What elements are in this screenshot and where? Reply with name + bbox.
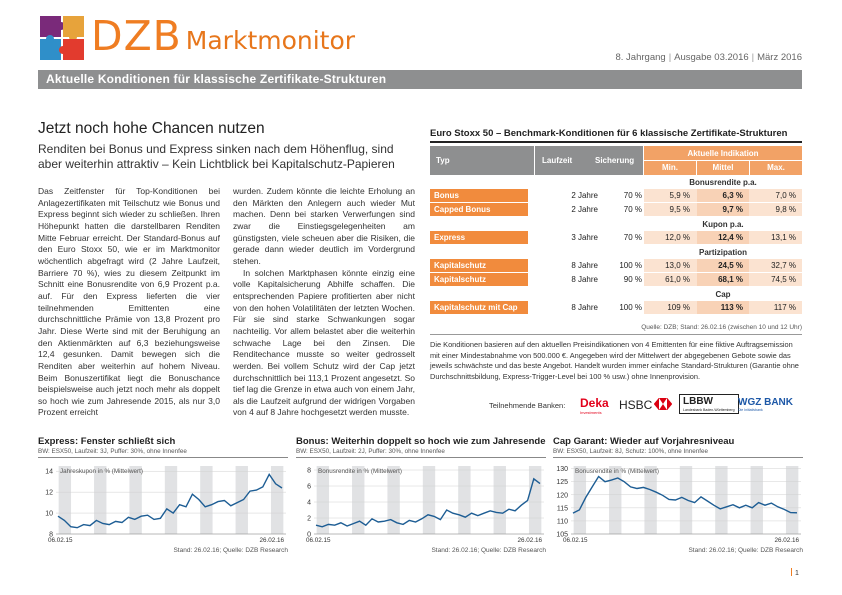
banks-label: Teilnehmende Banken: [489, 401, 566, 410]
hsbc-hexagon-icon [654, 398, 672, 410]
edition-date: März 2016 [757, 52, 802, 63]
x-tick-label: 06.02.15 [48, 537, 73, 544]
row-name: Kapitalschutz [430, 259, 528, 272]
y-tick-label: 12 [45, 489, 53, 497]
month-band [59, 466, 71, 534]
month-band [715, 466, 727, 534]
chart-bonus [296, 436, 546, 558]
month-band [387, 466, 399, 534]
month-band [644, 466, 656, 534]
chart-subtitle: BW: ESX50, Laufzeit: 2J, Puffer: 30%, ohne Innenfee [296, 448, 445, 455]
y-tick-label: 2 [307, 515, 311, 523]
edition-info: 8. Jahrgang | Ausgabe 03.2016 | März 2016 [615, 52, 802, 63]
page-number: 1 [791, 568, 799, 577]
article-lead: Renditen bei Bonus und Express sinken nach dem Höhenflug, sind aber weiterhin attraktiv – Kein Lichtblick bei Kapitalschutz-Papieren [38, 142, 395, 171]
edition-ausgabe: Ausgabe 03.2016 [674, 52, 749, 63]
article-paragraph: wurden. Zudem könnte die leichte Erholung an den Märkten den Anlegern auch wieder Mut machen. Denn bei starken Verwerfungen sind zwar die Einstiegsgelegenheiten am günstigsten, viele scheuen aber die Risiken, die gerade dann wieder deutlich im Vordergrund stehen. [233, 186, 415, 266]
header-typ: Typ [436, 156, 450, 165]
edition-jahrgang: 8. Jahrgang [615, 52, 666, 63]
x-tick-label: 26.02.16 [517, 537, 542, 544]
table-header [430, 146, 802, 175]
table-row: Kapitalschutz mit Cap 8 Jahre 100 % 109 % 113 % 117 % [430, 301, 802, 315]
row-name: Kapitalschutz [430, 273, 528, 286]
y-axis-label: Bonusrendite in % (Mittelwert) [575, 468, 659, 475]
table-divider [430, 334, 802, 335]
x-tick-label: 06.02.15 [306, 537, 331, 544]
y-tick-label: 105 [556, 531, 568, 539]
y-tick-label: 4 [307, 499, 311, 507]
chart-cap-garant [553, 436, 803, 558]
y-tick-label: 110 [556, 518, 568, 526]
month-band [200, 466, 212, 534]
month-band [609, 466, 621, 534]
table-rule [430, 141, 802, 143]
x-tick-label: 06.02.15 [563, 537, 588, 544]
article-paragraph: Das Zeitfenster für Top-Konditionen bei Anlagezertifikaten mit Teilschutz wie Bonus und Express beginnt sich wieder zu schließen. Ihren Höhepunkt hatten die darstellbaren Renditen Mitte Februar erreicht. Der Standard-Bonus auf den Euro Stoxx 50, wie er im Marktmonitor wöchentlich abgefragt wird (2 Jahre Laufzeit, Barriere 70 %), wies zu diesem Zeitpunkt im Schnitt eine Bonusrendite von 6,9 Prozent p.a. auf. Für den Express lieferten die vier teilnehmenden Emittenten eine durchschnittliche Prämie von 13,8 Prozent pro Jahr. Diese Werte sind mit der Beruhigung an den Aktienmärkten auf 6,3 beziehungsweise 12,4 gesunken. Damit bewegen sich die Renditen aber weiterhin auf hohem Niveau. Beim Bonuszertifikat liegt die Bonuschance beispielsweise auch jetzt noch mehr als doppelt so hoch wie zum Jahresende 2015, als nur 3,0 Prozent erreicht [38, 186, 220, 418]
chart-title: Cap Garant: Wieder auf Vorjahresniveau [553, 436, 735, 447]
header-sicherung: Sicherung [595, 156, 635, 165]
y-axis-label: Jahreskupon in % (Mittelwert) [60, 468, 143, 475]
hsbc-logo: HSBC [619, 398, 653, 412]
header-aktuelle-indikation: Aktuelle Indikation [687, 149, 759, 158]
lbbw-logo: LBBW Landesbank Baden-Württemberg [679, 394, 739, 414]
month-band [423, 466, 435, 534]
subtitle-bar: Aktuelle Konditionen für klassische Zertifikate-Strukturen [38, 70, 802, 89]
header-mittel: Mittel [712, 163, 734, 172]
table-row: Express 3 Jahre 70 % 12,0 % 12,4 % 13,1 % [430, 231, 802, 245]
chart-express [38, 436, 288, 558]
y-tick-label: 120 [556, 492, 568, 500]
y-tick-label: 14 [45, 468, 53, 476]
chart-stand: Stand: 26.02.16; Quelle: DZB Research [173, 547, 288, 554]
group-bonusrendite: Bonusrendite p.a. [689, 178, 757, 187]
brand-dzb: DZB [91, 12, 182, 60]
chart-subtitle: BW: ESX50, Laufzeit: 8J, Schutz: 100%, ohne Innenfee [553, 448, 708, 455]
table-source: Quelle: DZB; Stand: 26.02.16 (zwischen 10 und 12 Uhr) [641, 324, 802, 331]
y-tick-label: 0 [307, 531, 311, 539]
table-note: Die Konditionen basieren auf den aktuellen Preisindikationen von 4 Emittenten für eine fiktive Auftragsemission mit einer Mindestabnahme von 500.000 €. Angegeben wird der Mittelwert der abgegebenen Gebote sowie das jeweils schwächste und das beste Angebot. Handelt wurden immer einfache Standard-Strukturen (Garantie ohne Durchschnittsbildung, Express-Trigger-Level bei 100 % usw.) ohne Innenprovision. [430, 340, 799, 381]
month-band [751, 466, 763, 534]
group-cap: Cap [715, 290, 731, 299]
wgz-bank-logo: WGZ BANK Die Initiativbank [738, 397, 793, 412]
article-column-1 [38, 186, 220, 419]
month-band [317, 466, 329, 534]
article-column-2 [233, 186, 415, 419]
article-headline: Jetzt noch hohe Chancen nutzen [38, 120, 265, 137]
y-axis-label: Bonusrendite in % (Mittelwert) [318, 468, 402, 475]
header-max: Max. [767, 163, 785, 172]
brand-title [91, 14, 355, 58]
chart-stand: Stand: 26.02.16; Quelle: DZB Research [688, 547, 803, 554]
row-name: Bonus [430, 189, 528, 202]
y-tick-label: 130 [556, 466, 568, 474]
y-tick-label: 115 [556, 505, 568, 513]
table-row: Kapitalschutz 8 Jahre 90 % 61,0 % 68,1 % 74,5 % [430, 273, 802, 287]
brand-marktmonitor: Marktmonitor [185, 26, 356, 55]
group-partizipation: Partizipation [698, 248, 747, 257]
table-row: Capped Bonus 2 Jahre 70 % 9,5 % 9,7 % 9,8 % [430, 203, 802, 217]
group-kupon: Kupon p.a. [702, 220, 744, 229]
deka-logo: Deka Investments [580, 396, 609, 415]
chart-plot [296, 460, 546, 548]
article-paragraph: In solchen Marktphasen könnte einzig eine volle Kapitalsicherung Abhilfe schaffen. Die entsprechenden Papiere profitierten aber nicht von den hohen Volatilitäten der letzten Wochen. Für sie sind starke Schwankungen sogar nachteilig. Vor allem belastet aber die weiterhin schwache Lage bei den Zinsen. Die Renditechance musste so weiter gedrosselt werden. Bei vollem Schutz wird der Cap jetzt durchschnittlich bei 113,1 Prozent angesetzt. So tief lag die Grenze in etwa auch von einem Jahr, als die Laufzeit aufgrund der widrigen Vorgaben von 4 auf 8 Jahre hochgesetzt werden musste. [233, 267, 415, 418]
chart-plot [38, 460, 288, 548]
y-tick-label: 10 [45, 510, 53, 518]
month-band [494, 466, 506, 534]
row-name: Express [430, 231, 528, 244]
header-min: Min. [662, 163, 678, 172]
chart-stand: Stand: 26.02.16; Quelle: DZB Research [431, 547, 546, 554]
x-tick-label: 26.02.16 [259, 537, 284, 544]
month-band [529, 466, 541, 534]
x-tick-label: 26.02.16 [774, 537, 799, 544]
month-band [129, 466, 141, 534]
y-tick-label: 6 [307, 483, 311, 491]
table-row: Kapitalschutz 8 Jahre 100 % 13,0 % 24,5 % 32,7 % [430, 259, 802, 273]
chart-subtitle: BW: ESX50, Laufzeit: 3J, Puffer: 30%, ohne Innenfee [38, 448, 187, 455]
month-band [271, 466, 283, 534]
y-tick-label: 8 [49, 531, 53, 539]
conditions-table [430, 146, 802, 315]
table-row: Bonus 2 Jahre 70 % 5,9 % 6,3 % 7,0 % [430, 189, 802, 203]
dzb-puzzle-logo [38, 14, 86, 62]
month-band [786, 466, 798, 534]
y-tick-label: 8 [307, 467, 311, 475]
month-band [458, 466, 470, 534]
y-tick-label: 125 [556, 479, 568, 487]
row-name: Kapitalschutz mit Cap [430, 301, 528, 314]
table-title: Euro Stoxx 50 – Benchmark-Konditionen für 6 klassische Zertifikate-Strukturen [430, 128, 788, 139]
chart-title: Express: Fenster schließt sich [38, 436, 176, 447]
header-laufzeit: Laufzeit [542, 156, 573, 165]
chart-title: Bonus: Weiterhin doppelt so hoch wie zum Jahresende [296, 436, 546, 447]
month-band [165, 466, 177, 534]
chart-plot [553, 460, 803, 548]
row-name: Capped Bonus [430, 203, 528, 216]
